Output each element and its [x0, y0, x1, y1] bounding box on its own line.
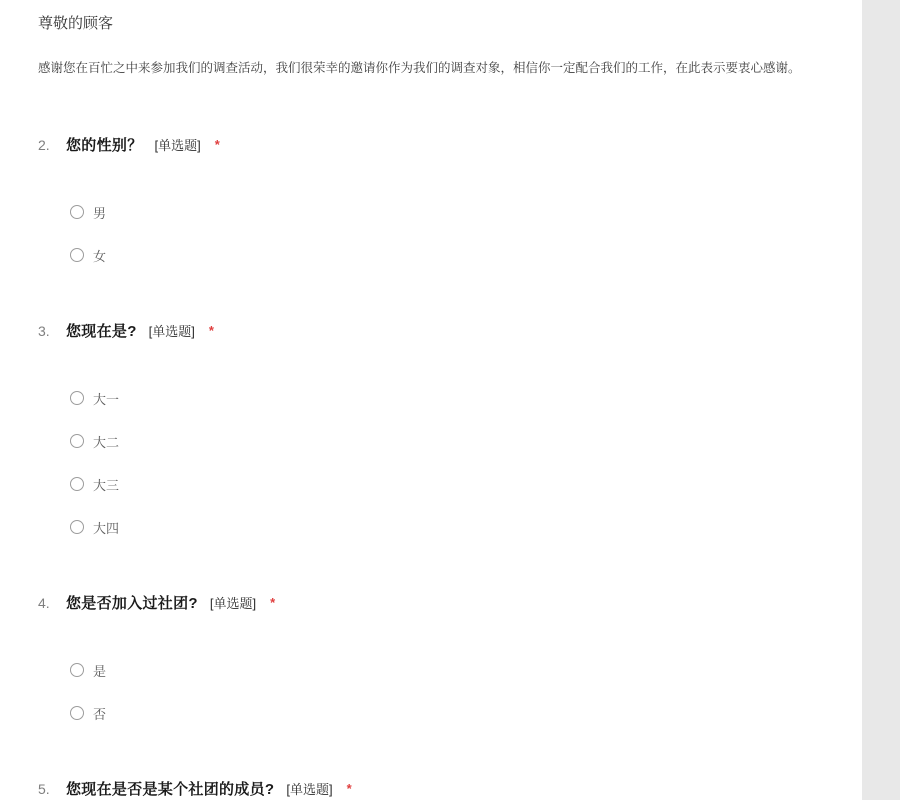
question-number: 3.	[38, 323, 50, 339]
radio-icon[interactable]	[70, 706, 84, 720]
required-asterisk: *	[270, 595, 276, 610]
radio-icon[interactable]	[70, 248, 84, 262]
question-3-header	[38, 321, 840, 342]
radio-icon[interactable]	[70, 434, 84, 448]
question-5	[38, 779, 840, 800]
question-title: 您现在是?	[66, 323, 137, 340]
question-2-header	[38, 135, 840, 156]
radio-option[interactable]	[38, 519, 840, 535]
question-2	[38, 135, 840, 263]
question-number: 2.	[38, 137, 50, 153]
radio-option[interactable]	[38, 476, 840, 492]
radio-option[interactable]	[38, 662, 840, 678]
radio-option[interactable]	[38, 433, 840, 449]
required-asterisk: *	[208, 323, 214, 338]
required-asterisk: *	[346, 781, 352, 796]
radio-icon[interactable]	[70, 205, 84, 219]
question-type-label: [单选题]	[209, 596, 257, 611]
question-type-label: [单选题]	[154, 138, 201, 153]
radio-option[interactable]	[38, 204, 840, 220]
option-label[interactable]: 男	[93, 205, 107, 221]
question-2-options	[38, 204, 840, 263]
question-title: 您现在是否是某个社团的成员?	[66, 781, 275, 798]
question-type-label: [单选题]	[286, 782, 333, 797]
option-label[interactable]: 大一	[93, 391, 120, 407]
question-5-header	[38, 779, 840, 800]
question-4-header	[38, 593, 840, 614]
question-4-options	[38, 662, 840, 721]
radio-option[interactable]	[38, 705, 840, 721]
option-label[interactable]: 大四	[93, 520, 120, 536]
question-type-label: [单选题]	[148, 324, 195, 339]
option-label[interactable]: 大三	[93, 477, 120, 493]
option-label[interactable]: 否	[93, 706, 107, 722]
radio-icon[interactable]	[70, 391, 84, 405]
radio-icon[interactable]	[70, 477, 84, 491]
question-3-options	[38, 390, 840, 535]
question-number: 5.	[38, 781, 50, 797]
question-3	[38, 321, 840, 535]
option-label[interactable]: 是	[93, 663, 107, 679]
page-background-strip	[862, 0, 900, 800]
question-title: 您是否加入过社团?	[66, 595, 198, 612]
question-4	[38, 593, 840, 721]
question-number: 4.	[38, 595, 50, 611]
question-title: 您的性别？	[66, 137, 143, 154]
option-label[interactable]: 大二	[93, 434, 120, 450]
survey-intro-text: 感谢您在百忙之中来参加我们的调查活动，我们很荣幸的邀请你作为我们的调查对象，相信你一定配合我们的工作，在此表示要衷心感谢。	[38, 61, 801, 75]
required-asterisk: *	[214, 137, 220, 152]
survey-greeting: 尊敬的顾客	[38, 15, 114, 32]
radio-option[interactable]	[38, 390, 840, 406]
radio-icon[interactable]	[70, 663, 84, 677]
radio-icon[interactable]	[70, 520, 84, 534]
option-label[interactable]: 女	[93, 248, 107, 264]
radio-option[interactable]	[38, 247, 840, 263]
